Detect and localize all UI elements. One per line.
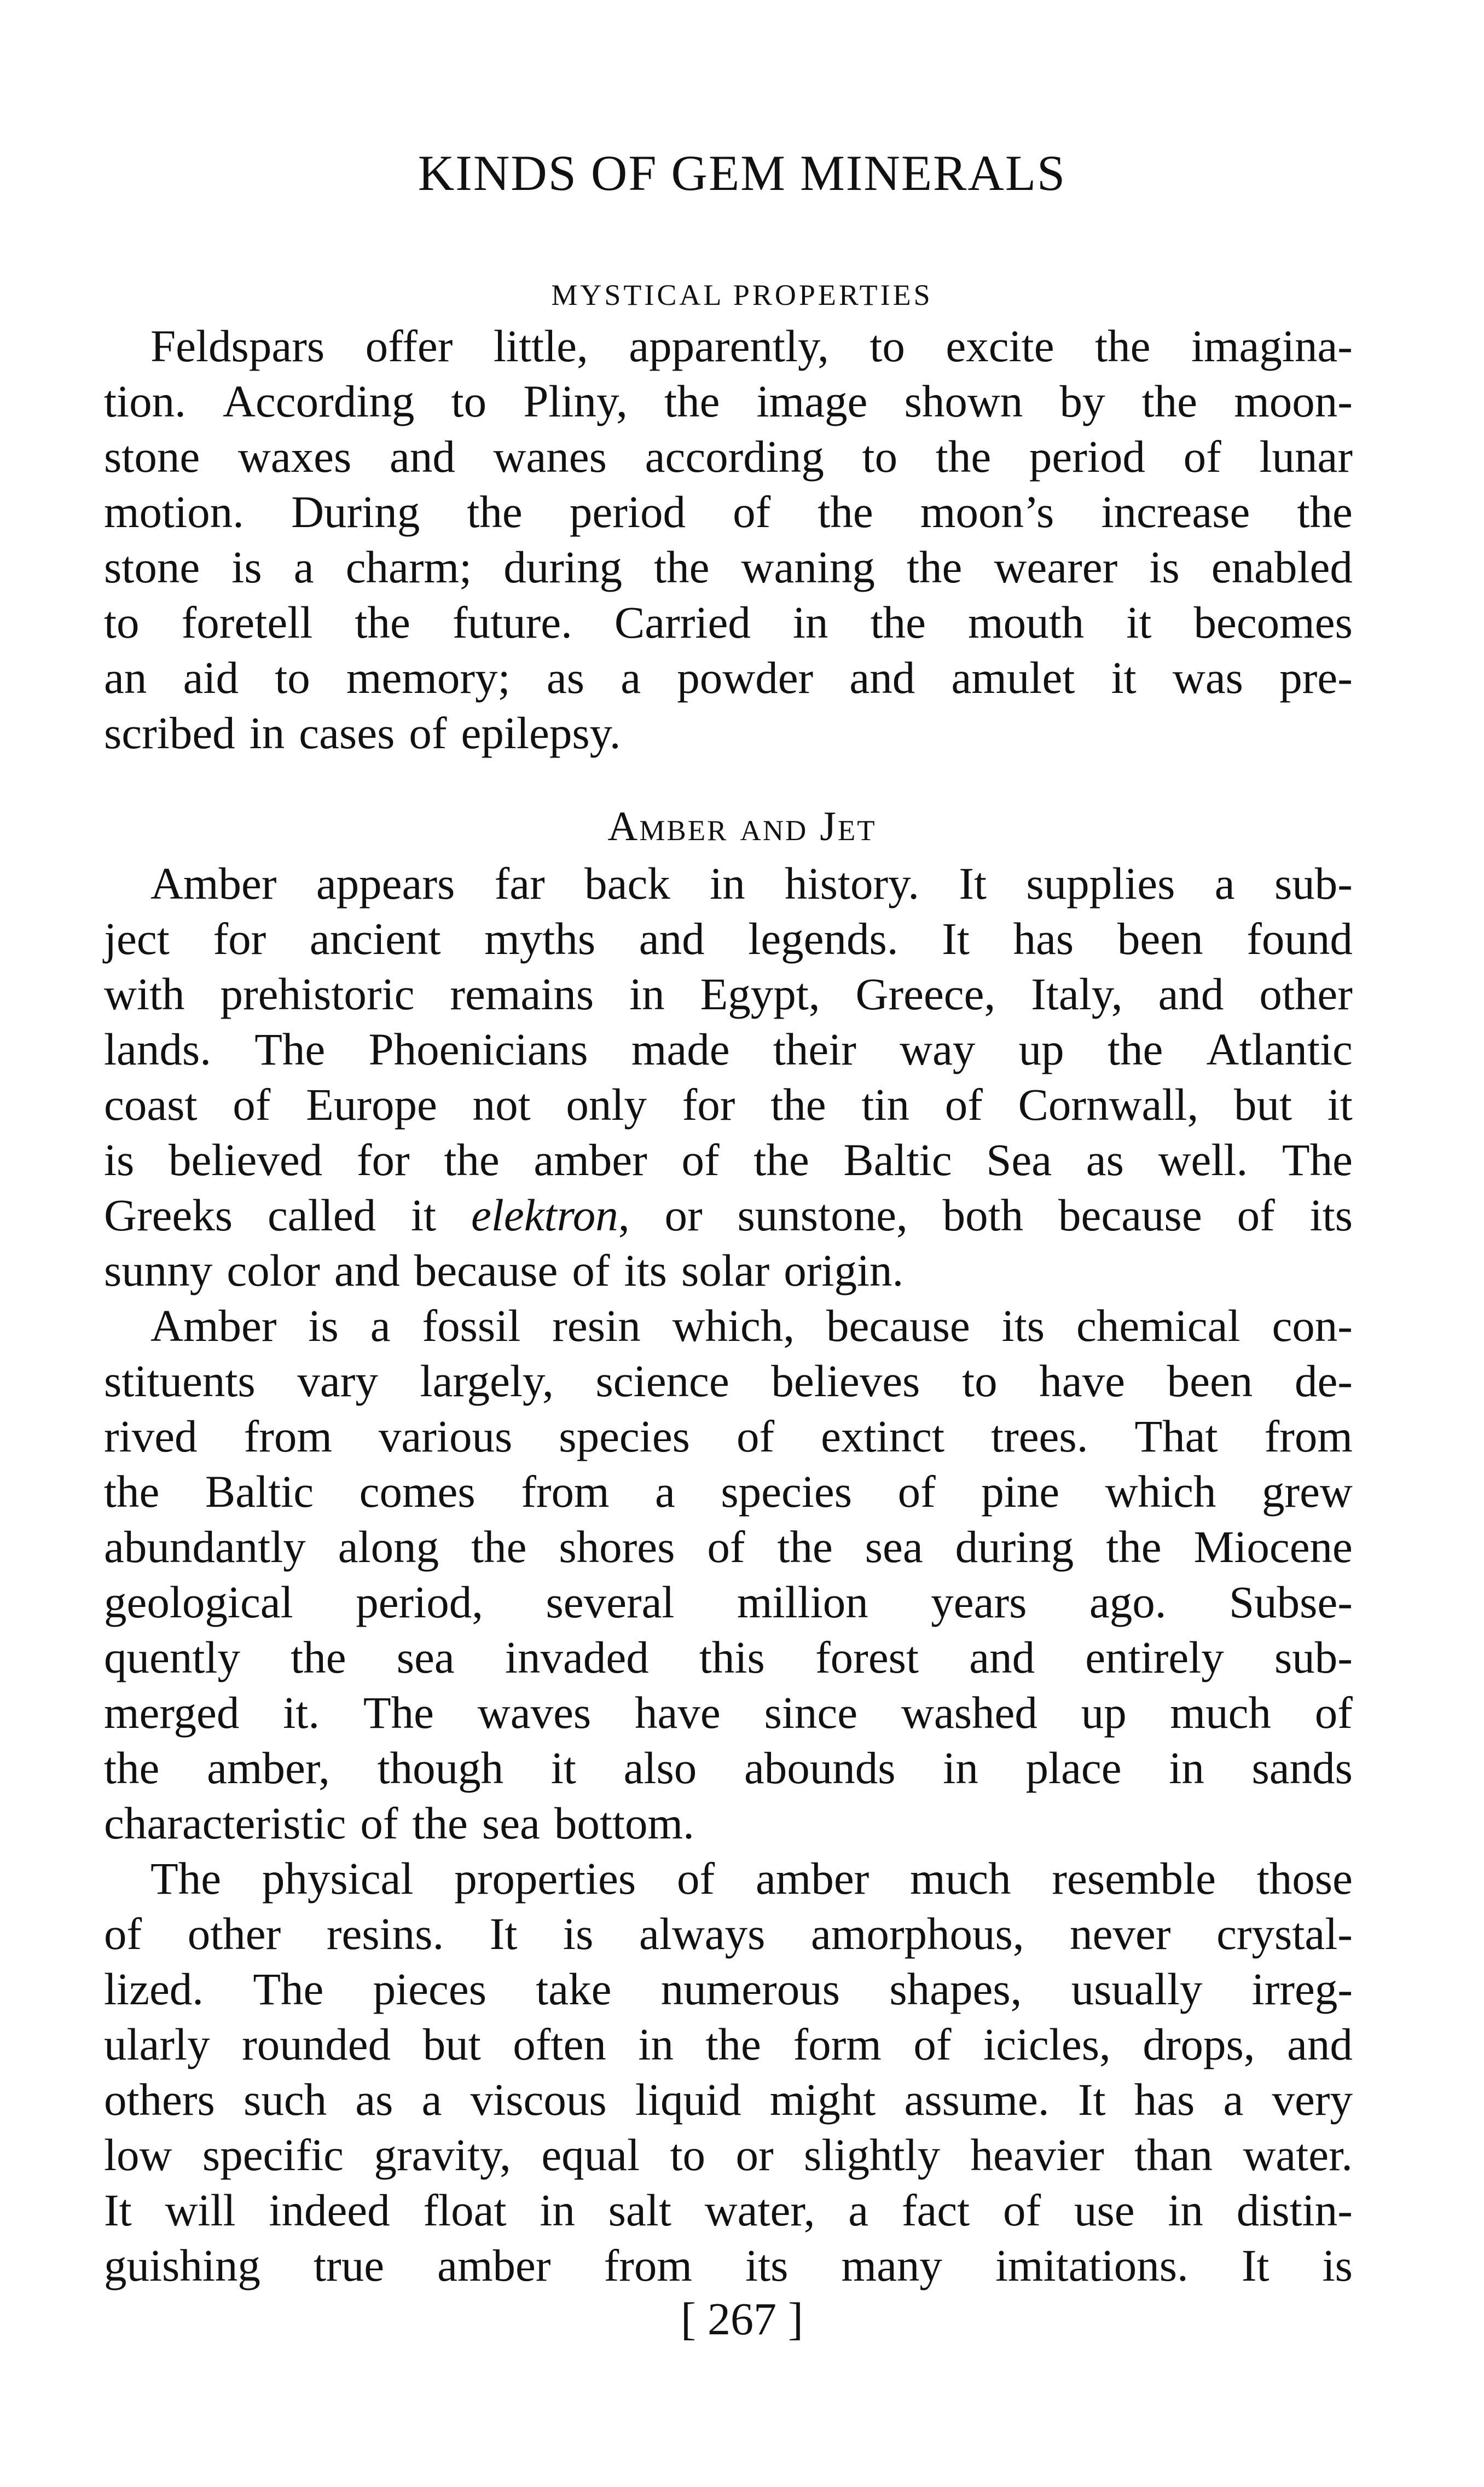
text-line: characteristic of the sea bottom. — [104, 1798, 694, 1848]
text-line: ject for ancient myths and legends. It has been found — [104, 913, 1353, 964]
text-line: with prehistoric remains in Egypt, Greece, Italy, and other — [104, 969, 1353, 1019]
text-line: stone is a charm; during the waning the wearer is enabled — [104, 542, 1353, 592]
text-line: others such as a viscous liquid might assume. It has a very — [104, 2074, 1353, 2125]
text-line: lands. The Phoenicians made their way up the Atlantic — [104, 1024, 1353, 1074]
page-number: [ 267 ] — [681, 2294, 803, 2345]
running-head: KINDS OF GEM MINERALS — [418, 145, 1066, 201]
text-line: ularly rounded but often in the form of icicles, drops, and — [104, 2019, 1353, 2069]
text-line: the Baltic comes from a species of pine which grew — [104, 1466, 1353, 1517]
text-line: abundantly along the shores of the sea during the Miocene — [104, 1522, 1353, 1572]
section-heading-amber-and-jet: Amber and Jet — [607, 803, 877, 849]
text-line: coast of Europe not only for the tin of Cornwall, but it — [104, 1079, 1353, 1130]
text-line: sunny color and because of its solar origin. — [104, 1245, 904, 1295]
text-line: to foretell the future. Carried in the mouth it becomes — [104, 597, 1353, 647]
section-body-mystical-properties — [104, 319, 1353, 761]
text-line: geological period, several million years ago. Subse- — [104, 1577, 1353, 1627]
text-line: rived from various species of extinct trees. That from — [104, 1411, 1353, 1461]
text-line: tion. According to Pliny, the image shown by the moon- — [104, 376, 1353, 426]
section-body-amber-and-jet — [104, 856, 1353, 2293]
text-line: scribed in cases of epilepsy. — [104, 708, 621, 758]
text-line: is believed for the amber of the Baltic Sea as well. The — [104, 1135, 1353, 1185]
text-line: Amber appears far back in history. It supplies a sub- — [150, 858, 1353, 909]
text-line: the amber, though it also abounds in place in sands — [104, 1743, 1353, 1793]
text-line: Amber is a fossil resin which, because its chemical con- — [150, 1300, 1353, 1351]
text-line: motion. During the period of the moon’s increase the — [104, 487, 1353, 537]
text-line: stone waxes and wanes according to the period of lunar — [104, 431, 1353, 482]
text-line: merged it. The waves have since washed up much of — [104, 1687, 1353, 1738]
text-line: The physical properties of amber much resemble those — [150, 1853, 1353, 1904]
section-heading-mystical-properties: MYSTICAL PROPERTIES — [551, 279, 933, 311]
text-line: Greeks called it elektron, or sunstone, both because of its — [104, 1190, 1353, 1240]
text-line: stituents vary largely, science believes to have been de- — [104, 1356, 1353, 1406]
text-line: It will indeed float in salt water, a fact of use in distin- — [104, 2185, 1353, 2235]
text-line: an aid to memory; as a powder and amulet it was pre- — [104, 652, 1353, 703]
text-line: lized. The pieces take numerous shapes, usually irreg- — [104, 1964, 1353, 2014]
text-line: low specific gravity, equal to or slightly heavier than water. — [104, 2130, 1353, 2180]
text-line: guishing true amber from its many imitations. It is — [104, 2240, 1353, 2291]
text-line: quently the sea invaded this forest and entirely sub- — [104, 1632, 1353, 1682]
text-line: Feldspars offer little, apparently, to excite the imagina- — [150, 321, 1353, 371]
text-line: of other resins. It is always amorphous, never crystal- — [104, 1908, 1353, 1959]
